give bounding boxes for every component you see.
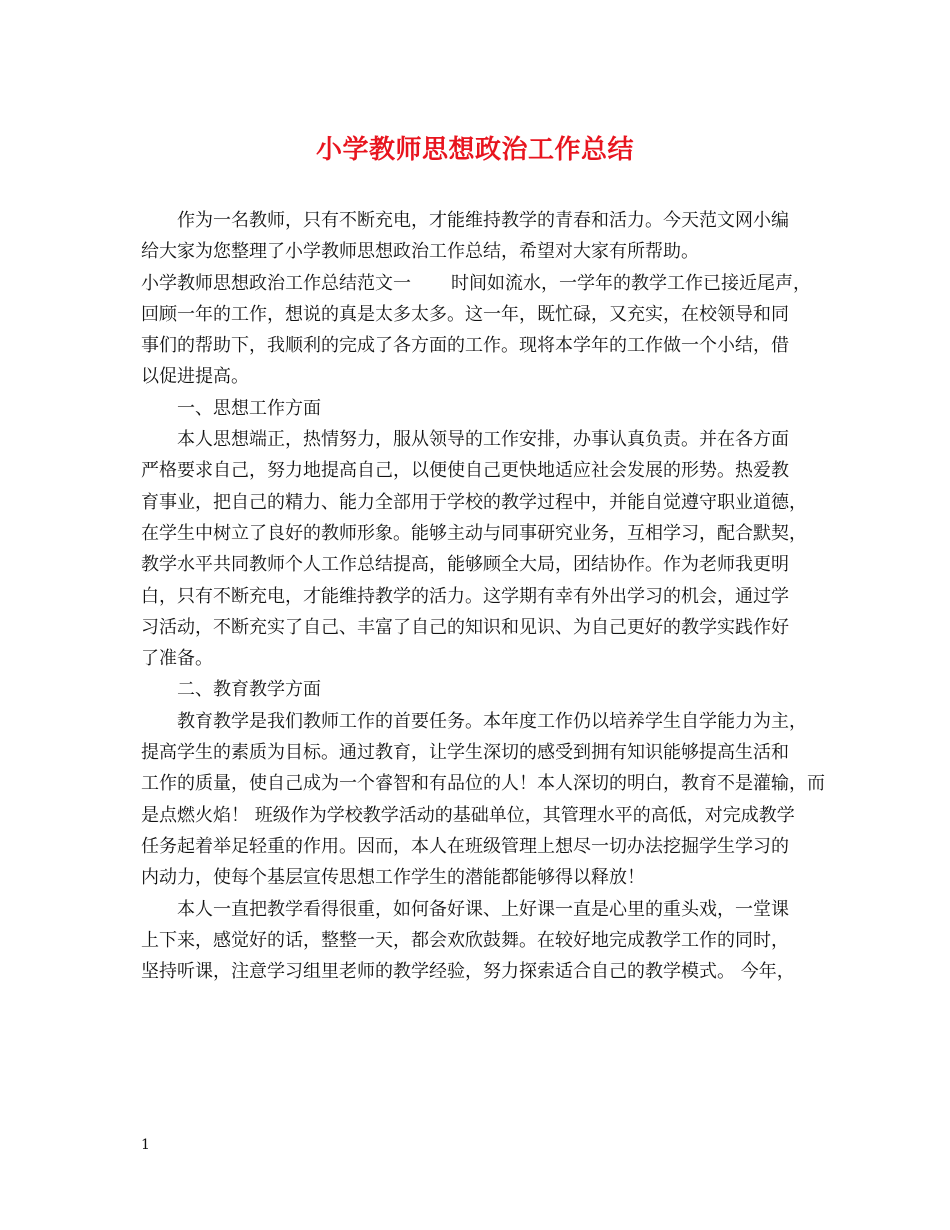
document-title: 小学教师思想政治工作总结 — [315, 135, 634, 165]
body-line: 是点燃火焰！ 班级作为学校教学活动的基础单位，其管理水平的高低，对完成教学 — [141, 804, 795, 826]
body-line: 白，只有不断充电，才能维持教学的活力。这学期有幸有外出学习的机会，通过学 — [141, 585, 789, 607]
body-line: 内动力，使每个基层宣传思想工作学生的潜能都能够得以释放！ — [141, 867, 645, 889]
body-line: 作为一名教师，只有不断充电，才能维持教学的青春和活力。今天范文网小编 — [177, 210, 789, 231]
body-line: 以促进提高。 — [141, 366, 249, 388]
body-line: 坚持听课，注意学习组里老师的教学经验，努力探索适合自己的教学模式。 今年， — [141, 961, 795, 983]
body-line: 本人思想端正，热情努力，服从领导的工作安排，办事认真负责。并在各方面 — [177, 429, 789, 451]
body-line: 严格要求自己，努力地提高自己，以便使自己更快地适应社会发展的形势。热爱教 — [141, 460, 789, 482]
body-line: 回顾一年的工作，想说的真是太多太多。这一年，既忙碌，又充实，在校领导和同 — [141, 303, 789, 325]
body-line: 事们的帮助下，我顺利的完成了各方面的工作。现将本学年的工作做一个小结，借 — [141, 335, 789, 357]
body-line: 习活动，不断充实了自己、丰富了自己的知识和见识、为自己更好的教学实践作好 — [141, 616, 789, 638]
sample-heading: 小学教师思想政治工作总结范文一 — [141, 272, 411, 294]
body-line: 教学水平共同教师个人工作总结提高，能够顾全大局，团结协作。作为老师我更明 — [141, 554, 789, 576]
body-line: 工作的质量，使自己成为一个睿智和有品位的人！本人深切的明白，教育不是灌输，而 — [141, 773, 825, 795]
section-heading: 二、教育教学方面 — [177, 679, 321, 701]
body-text-inline: 时间如流水，一学年的教学工作已接近尾声， — [451, 272, 811, 294]
body-line-with-subtitle — [141, 268, 826, 299]
body-line: 教育教学是我们教师工作的首要任务。本年度工作仍以培养学生自学能力为主， — [177, 710, 807, 732]
body-line: 育事业，把自己的精力、能力全部用于学校的教学过程中，并能自觉遵守职业道德， — [141, 491, 807, 513]
document-body — [141, 205, 826, 987]
section-heading: 一、思想工作方面 — [177, 397, 321, 419]
page-number: 1 — [141, 1137, 150, 1153]
body-line: 上下来，感觉好的话，整整一天，都会欢欣鼓舞。在较好地完成教学工作的同时， — [141, 929, 789, 951]
body-line: 任务起着举足轻重的作用。因而，本人在班级管理上想尽一切办法挖掘学生学习的 — [141, 835, 789, 857]
body-line: 给大家为您整理了小学教师思想政治工作总结，希望对大家有所帮助。 — [141, 241, 699, 263]
body-line: 本人一直把教学看得很重，如何备好课、上好课一直是心里的重头戏，一堂课 — [177, 898, 789, 920]
body-line: 提高学生的素质为目标。通过教育，让学生深切的感受到拥有知识能够提高生活和 — [141, 742, 789, 764]
body-line: 了准备。 — [141, 648, 213, 670]
body-line: 在学生中树立了良好的教师形象。能够主动与同事研究业务，互相学习，配合默契， — [141, 522, 807, 544]
